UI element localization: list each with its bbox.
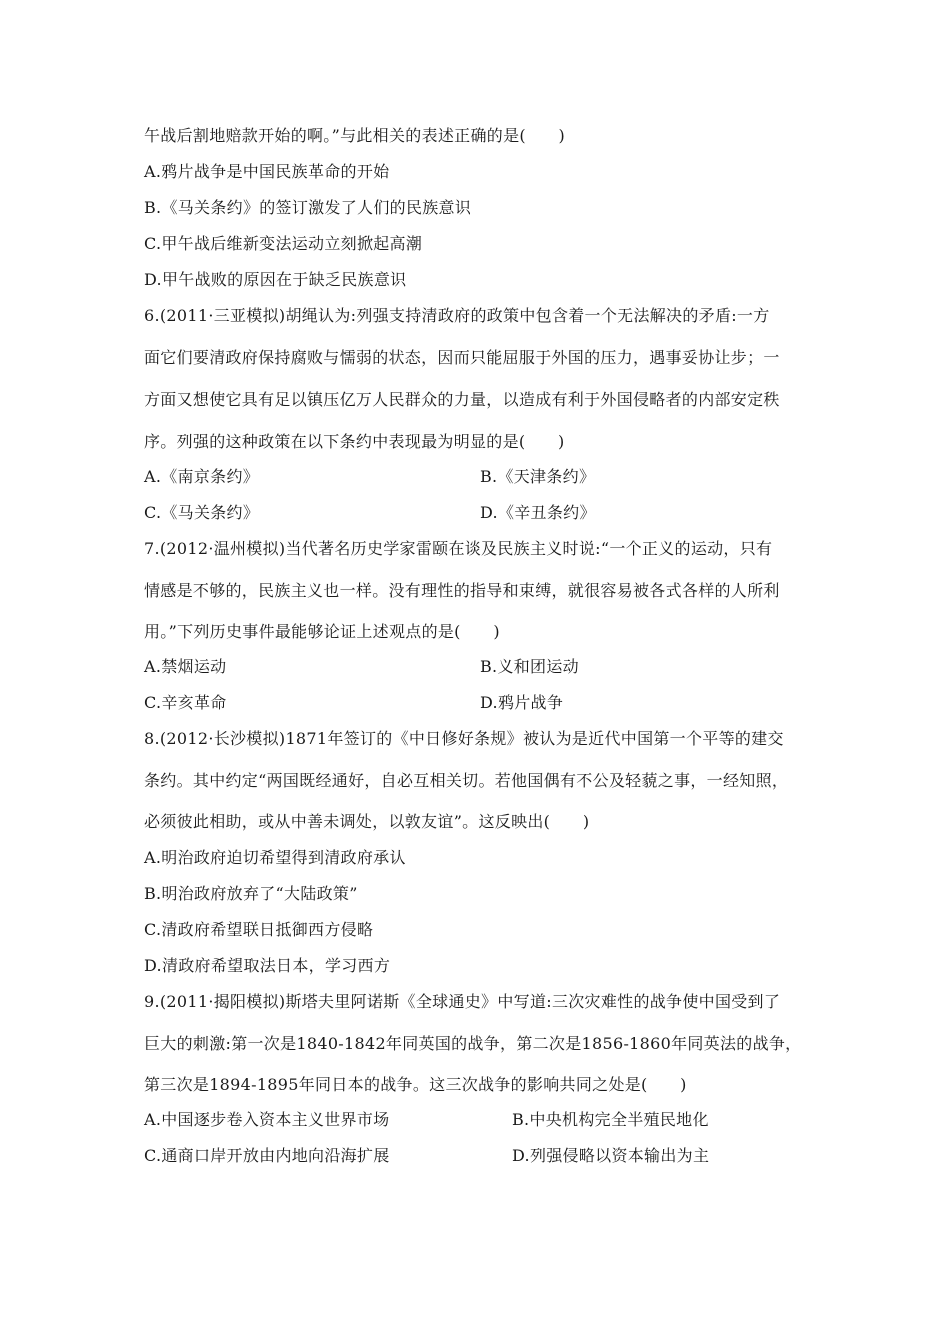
question-9-option-b: B.中央机构完全半殖民地化 bbox=[512, 1110, 709, 1129]
question-7-option-d: D.鸦片战争 bbox=[480, 693, 564, 712]
question-9-option-c: C.通商口岸开放由内地向沿海扩展 bbox=[144, 1146, 390, 1165]
question-8-option-d: D.清政府希望取法日本，学习西方 bbox=[144, 956, 391, 975]
question-5-stem-tail: 午战后割地赔款开始的啊。”与此相关的表述正确的是( ) bbox=[144, 126, 566, 145]
question-8-stem-line-3: 必须彼此相助，或从中善未调处，以敦友谊”。这反映出( ) bbox=[144, 812, 590, 831]
question-6-option-c: C.《马关条约》 bbox=[144, 503, 260, 522]
question-8-option-c: C.清政府希望联日抵御西方侵略 bbox=[144, 920, 374, 939]
question-9-option-a: A.中国逐步卷入资本主义世界市场 bbox=[144, 1110, 390, 1129]
question-6-option-b: B.《天津条约》 bbox=[480, 467, 596, 486]
question-7-option-a: A.禁烟运动 bbox=[144, 657, 227, 676]
question-9-option-d: D.列强侵略以资本输出为主 bbox=[512, 1146, 710, 1165]
question-6-stem-line-4: 序。列强的这种政策在以下条约中表现最为明显的是( ) bbox=[144, 432, 565, 451]
question-9-stem-line-1: 9.(2011·揭阳模拟)斯塔夫里阿诺斯《全球通史》中写道:三次灾难性的战争使中国受到了 bbox=[144, 992, 781, 1011]
question-6-option-d: D.《辛丑条约》 bbox=[480, 503, 596, 522]
question-7-stem-line-2: 情感是不够的，民族主义也一样。没有理性的指导和束缚，就很容易被各式各样的人所利 bbox=[144, 581, 780, 600]
question-6-stem-line-3: 方面又想使它具有足以镇压亿万人民群众的力量，以造成有利于外国侵略者的内部安定秩 bbox=[144, 390, 780, 409]
question-8-stem-line-1: 8.(2012·长沙模拟)1871年签订的《中日修好条规》被认为是近代中国第一个平等的建交 bbox=[144, 729, 784, 748]
question-5-option-c: C.甲午战后维新变法运动立刻掀起高潮 bbox=[144, 234, 423, 253]
question-6-stem-line-2: 面它们要清政府保持腐败与懦弱的状态，因而只能屈服于外国的压力，遇事妥协让步；一 bbox=[144, 348, 780, 367]
question-9-stem-line-2: 巨大的刺激:第一次是1840-1842年同英国的战争，第二次是1856-1860年同英法的战争， bbox=[144, 1034, 802, 1053]
question-8-stem-line-2: 条约。其中约定“两国既经通好，自必互相关切。若他国偶有不公及轻藐之事，一经知照， bbox=[144, 771, 789, 790]
question-6-option-a: A.《南京条约》 bbox=[144, 467, 260, 486]
question-5-option-b: B.《马关条约》的签订激发了人们的民族意识 bbox=[144, 198, 472, 217]
question-5-option-d: D.甲午战败的原因在于缺乏民族意识 bbox=[144, 270, 407, 289]
question-7-option-b: B.义和团运动 bbox=[480, 657, 579, 676]
question-7-stem-line-3: 用。”下列历史事件最能够论证上述观点的是( ) bbox=[144, 622, 500, 641]
question-9-stem-line-3: 第三次是1894-1895年同日本的战争。这三次战争的影响共同之处是( ) bbox=[144, 1075, 687, 1094]
question-7-stem-line-1: 7.(2012·温州模拟)当代著名历史学家雷颐在谈及民族主义时说:“一个正义的运动，只有 bbox=[144, 539, 773, 558]
question-5-option-a: A.鸦片战争是中国民族革命的开始 bbox=[144, 162, 390, 181]
question-6-stem-line-1: 6.(2011·三亚模拟)胡绳认为:列强支持清政府的政策中包含着一个无法解决的矛盾:一方 bbox=[144, 306, 770, 325]
question-8-option-b: B.明治政府放弃了“大陆政策” bbox=[144, 884, 358, 903]
question-7-option-c: C.辛亥革命 bbox=[144, 693, 227, 712]
question-8-option-a: A.明治政府迫切希望得到清政府承认 bbox=[144, 848, 406, 867]
